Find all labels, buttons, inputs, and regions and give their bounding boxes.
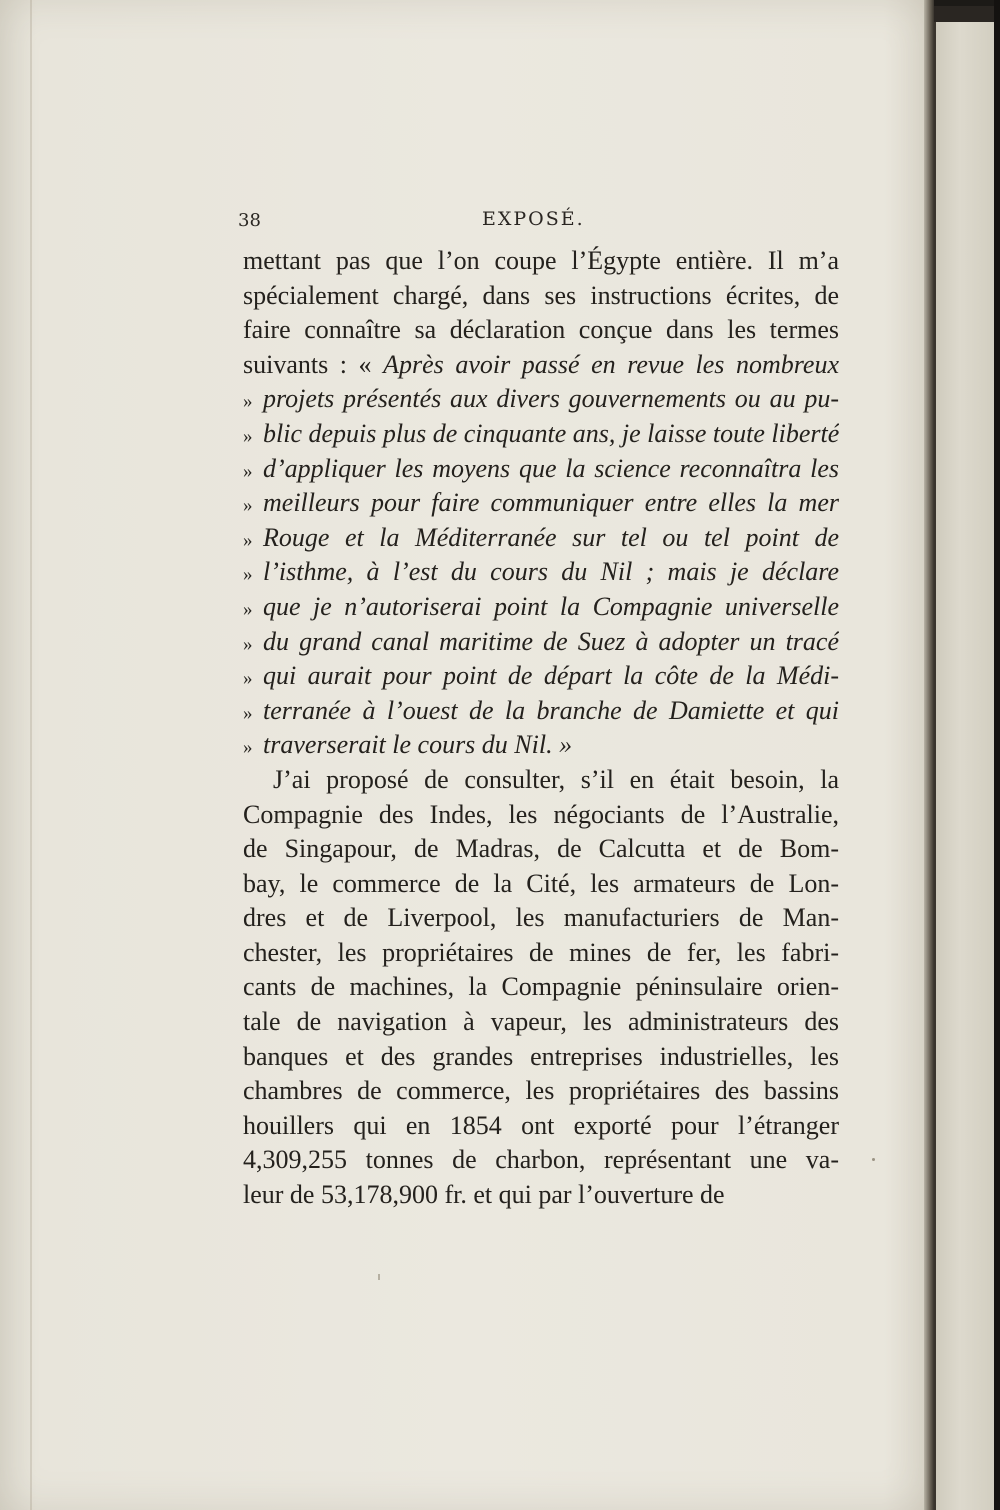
- text-line-content: qui aurait pour point de départ la côte de la Médi-: [263, 661, 839, 691]
- text-line: [243, 1074, 839, 1109]
- quote-mark: »: [243, 668, 253, 690]
- text-line-content: l’isthme, à l’est du cours du Nil ; mais je déclare: [263, 557, 839, 587]
- text-line: [243, 382, 839, 417]
- text-line-content: du grand canal maritime de Suez à adopter un tracé: [263, 626, 839, 656]
- next-page-edge: [934, 22, 996, 1510]
- quote-mark: »: [243, 564, 253, 586]
- quote-mark: »: [243, 737, 253, 759]
- text-line-roman: suivants : «: [243, 349, 384, 379]
- text-line-content: d’appliquer les moyens que la science reconnaîtra les: [263, 453, 839, 483]
- text-line: [243, 1040, 839, 1075]
- text-line: [243, 728, 839, 763]
- text-line-content: banques et des grandes entreprises industrielles, les: [243, 1041, 839, 1071]
- text-line-content: que je n’autoriserai point la Compagnie universelle: [263, 591, 839, 621]
- text-line-content: Compagnie des Indes, les négociants de l’Australie,: [243, 799, 839, 829]
- text-line: [243, 659, 839, 694]
- text-line: [243, 486, 839, 521]
- text-line-content: Rouge et la Méditerranée sur tel ou tel point de: [263, 522, 839, 552]
- text-line: [243, 555, 839, 590]
- text-line: [243, 313, 839, 348]
- text-line-content: cants de machines, la Compagnie péninsulaire orien-: [243, 972, 839, 1002]
- text-line-content: J’ai proposé de consulter, s’il en était besoin, la: [273, 764, 839, 794]
- quote-mark: »: [243, 633, 253, 655]
- text-line-content: chambres de commerce, les propriétaires des bassins: [243, 1076, 839, 1106]
- quote-mark: »: [243, 529, 253, 551]
- text-line: [243, 521, 839, 556]
- text-line-content: 4,309,255 tonnes de charbon, représentant une va-: [243, 1145, 839, 1175]
- quote-mark: »: [243, 702, 253, 724]
- text-line-content: bay, le commerce de la Cité, les armateurs de Lon-: [243, 868, 839, 898]
- text-line-content: traverserait le cours du Nil. »: [263, 730, 573, 760]
- text-line: [243, 417, 839, 452]
- page-gutter-shadow: [924, 0, 934, 1510]
- text-line: [243, 936, 839, 971]
- text-line: [243, 625, 839, 660]
- page-header: [238, 204, 838, 238]
- running-head: EXPOSÉ.: [482, 208, 585, 230]
- paper-speck: [378, 1274, 380, 1280]
- text-line-content: tale de navigation à vapeur, les administrateurs des: [243, 1007, 839, 1037]
- text-line: [243, 763, 839, 798]
- margin-speck: [872, 1158, 875, 1161]
- text-line-content: faire connaître sa déclaration conçue dans les termes: [243, 315, 839, 345]
- text-line-content: spécialement chargé, dans ses instructions écrites, de: [243, 280, 839, 310]
- text-line: [243, 867, 839, 902]
- text-line: [243, 452, 839, 487]
- text-line-content: chester, les propriétaires de mines de fer, les fabri-: [243, 937, 839, 967]
- text-line: [243, 694, 839, 729]
- quote-mark: »: [243, 495, 253, 517]
- text-line-content: houillers qui en 1854 ont exporté pour l’étranger: [243, 1110, 839, 1140]
- text-line: [243, 832, 839, 867]
- text-line: [243, 1143, 839, 1178]
- text-line-content: meilleurs pour faire communiquer entre elles la mer: [263, 488, 839, 518]
- text-line: [243, 1178, 839, 1213]
- text-line: [243, 1109, 839, 1144]
- body-text: [243, 244, 839, 1213]
- quote-mark: »: [243, 391, 253, 413]
- quote-mark: »: [243, 598, 253, 620]
- quote-mark: »: [243, 460, 253, 482]
- text-line: [243, 970, 839, 1005]
- text-line: [243, 348, 839, 383]
- page-number: 38: [238, 210, 261, 231]
- text-line: [243, 901, 839, 936]
- text-line-content: dres et de Liverpool, les manufacturiers de Man-: [243, 903, 839, 933]
- quote-mark: »: [243, 425, 253, 447]
- text-line-content: mettant pas que l’on coupe l’Égypte entière. Il m’a: [243, 246, 839, 275]
- text-line-content: terranée à l’ouest de la branche de Damiette et qui: [263, 695, 839, 725]
- scan-edge-right: [994, 0, 1000, 1510]
- text-line-content: de Singapour, de Madras, de Calcutta et de Bom-: [243, 834, 839, 864]
- text-line-italic: Après avoir passé en revue les nombreux: [383, 349, 839, 379]
- text-line: [243, 279, 839, 314]
- text-line: [243, 244, 839, 279]
- text-line: [243, 590, 839, 625]
- text-line-content: leur de 53,178,900 fr. et qui par l’ouverture de: [243, 1180, 725, 1210]
- page-left-edge: [30, 0, 32, 1510]
- text-line: [243, 1005, 839, 1040]
- text-line-content: blic depuis plus de cinquante ans, je laisse toute liberté: [263, 418, 839, 448]
- text-line-content: projets présentés aux divers gouvernements ou au pu-: [263, 384, 839, 414]
- text-line: [243, 798, 839, 833]
